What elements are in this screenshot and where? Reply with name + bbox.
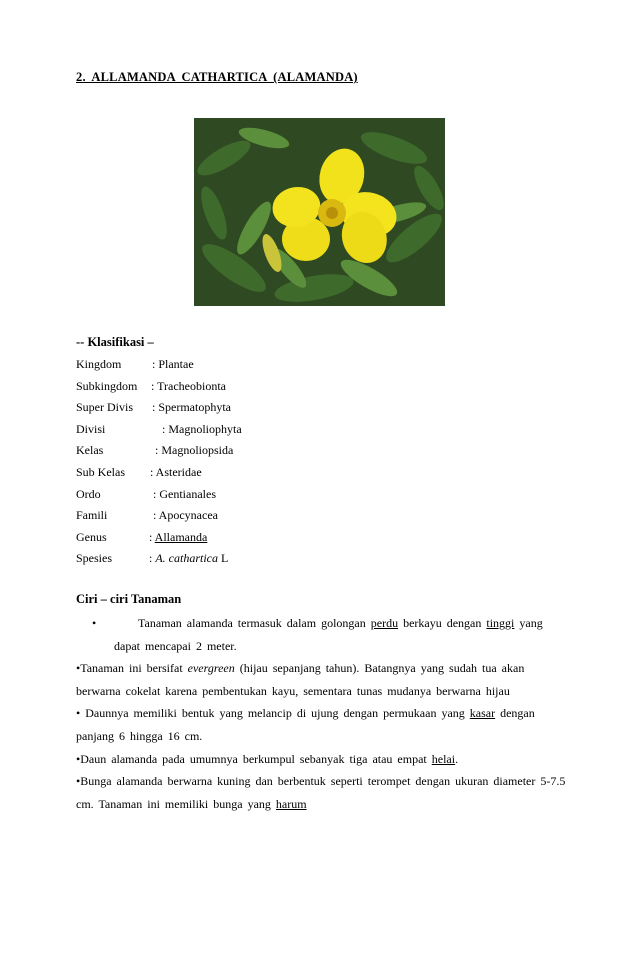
list-item: [76, 612, 576, 635]
classification-sep: :: [153, 486, 160, 501]
list-item-text: (hijau sepanjang tahun). Batangnya yang sudah tua akan: [234, 661, 525, 676]
classification-value: Spermatophyta: [158, 400, 231, 415]
classification-key: Super Divis: [76, 400, 133, 415]
classification-sep: :: [153, 508, 159, 523]
classification-key: Kingdom: [76, 357, 122, 371]
bullet: •: [92, 616, 97, 630]
list-item-text: berkayu dengan: [398, 616, 487, 630]
classification-key: Subkingdom: [76, 378, 138, 393]
helai-link[interactable]: helai: [431, 751, 456, 766]
list-item: [76, 657, 576, 680]
classification-sep: :: [162, 421, 169, 436]
classification-key: Sub Kelas: [76, 464, 125, 479]
list-item-text: .: [455, 751, 459, 766]
classification-value: Plantae: [158, 357, 194, 371]
classification-key: Ordo: [76, 486, 101, 501]
list-item-text: dengan: [495, 706, 535, 721]
classification-sep: :: [155, 443, 162, 458]
classification-sep: :: [152, 400, 159, 415]
list-item-text: Tanaman alamanda termasuk dalam golongan: [138, 616, 371, 630]
list-item: [76, 748, 576, 771]
list-item-text: •Tanaman ini bersifat: [76, 661, 188, 676]
list-item-continuation: berwarna cokelat karena pembentukan kayu, sementara tunas mudanya berwarna hijau: [76, 683, 510, 698]
list-item: [76, 702, 576, 725]
tinggi-link[interactable]: tinggi: [486, 616, 515, 630]
list-item: •Bunga alamanda berwarna kuning dan berbentuk seperti terompet dengan ukuran diameter 5-7.5: [76, 774, 566, 789]
list-item-text: yang: [514, 616, 543, 630]
list-item-continuation: [76, 793, 576, 816]
evergreen-term: evergreen: [187, 661, 235, 676]
classification-value: Magnoliopsida: [161, 443, 234, 458]
classification-key: Famili: [76, 508, 108, 523]
perdu-link[interactable]: perdu: [370, 616, 399, 630]
classification-sep: :: [149, 529, 155, 544]
characteristics-list: [76, 612, 576, 815]
list-item-continuation: dapat mencapai 2 meter.: [114, 638, 237, 653]
list-item-text: cm. Tanaman ini memiliki bunga yang: [76, 796, 276, 811]
classification-key: Spesies: [76, 551, 112, 566]
genus-link[interactable]: Allamanda: [154, 529, 208, 544]
harum-link[interactable]: harum: [275, 796, 307, 811]
list-item-text: • Daunnya memiliki bentuk yang melancip di ujung dengan permukaan yang: [76, 706, 470, 721]
classification-key: Genus: [76, 529, 107, 544]
classification-value: Apocynacea: [158, 508, 218, 523]
species-author: L: [218, 551, 229, 566]
classification-key: Divisi: [76, 421, 106, 436]
classification-sep: :: [151, 378, 158, 393]
classification-value: Gentianales: [159, 486, 216, 501]
kasar-link[interactable]: kasar: [469, 706, 496, 721]
classification-sep: :: [152, 357, 159, 371]
classification-sep: :: [149, 551, 156, 566]
klasifikasi-heading: -- Klasifikasi –: [76, 335, 154, 349]
classification-value: Asteridae: [155, 464, 202, 479]
classification-sep: :: [150, 464, 156, 479]
classification-value: Tracheobionta: [157, 378, 227, 393]
section-title: 2. ALLAMANDA CATHARTICA (ALAMANDA): [76, 70, 358, 84]
list-item-text: •Daun alamanda pada umumnya berkumpul sebanyak tiga atau empat: [76, 751, 432, 766]
classification-key: Kelas: [76, 443, 104, 458]
species-name: A. cathartica: [155, 551, 218, 566]
allamanda-photo: [194, 118, 445, 306]
classification-value: Magnoliophyta: [168, 421, 242, 436]
list-item-continuation: panjang 6 hingga 16 cm.: [76, 728, 203, 743]
ciri-heading: Ciri – ciri Tanaman: [76, 592, 182, 606]
